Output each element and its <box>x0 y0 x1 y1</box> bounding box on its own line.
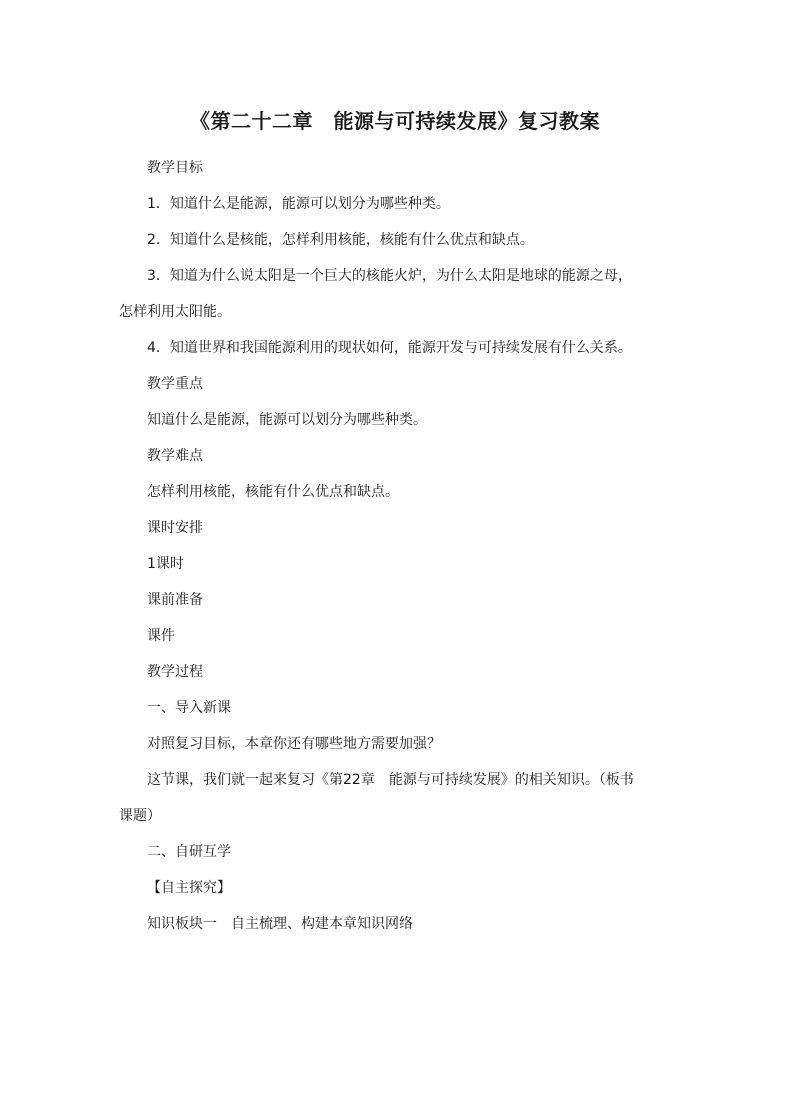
difficulties-text: 怎样利用核能，核能有什么优点和缺点。 <box>147 484 399 500</box>
document-title: 《第二十二章 能源与可持续发展》复习教案 <box>190 109 600 133</box>
document-body <box>119 150 639 942</box>
goal-item-2: 2．知道什么是核能，怎样利用核能，核能有什么优点和缺点。 <box>147 232 534 248</box>
goal-item-4: 4．知道世界和我国能源利用的现状如何，能源开发与可持续发展有什么关系。 <box>147 340 632 356</box>
preparation-text: 课件 <box>147 628 175 644</box>
section-self-study: 二、自研互学 <box>147 844 231 860</box>
intro-text-1: 对照复习目标，本章你还有哪些地方需要加强？ <box>147 736 441 752</box>
heading-process: 教学过程 <box>147 664 203 680</box>
schedule-text: 1课时 <box>147 556 184 572</box>
heading-teaching-goals: 教学目标 <box>147 160 203 176</box>
heading-difficulties: 教学难点 <box>147 448 203 464</box>
section-intro: 一、导入新课 <box>147 700 231 716</box>
heading-key-points: 教学重点 <box>147 376 203 392</box>
subheading-explore: 【自主探究】 <box>147 880 231 896</box>
goal-item-1: 1．知道什么是能源，能源可以划分为哪些种类。 <box>147 196 450 212</box>
intro-text-2: 这节课，我们就一起来复习《第22章 能源与可持续发展》的相关知识。（板书课题） <box>119 772 634 824</box>
heading-schedule: 课时安排 <box>147 520 203 536</box>
key-points-text: 知道什么是能源，能源可以划分为哪些种类。 <box>147 412 427 428</box>
knowledge-block-1: 知识板块一 自主梳理、构建本章知识网络 <box>147 916 413 932</box>
goal-item-3: 3．知道为什么说太阳是一个巨大的核能火炉，为什么太阳是地球的能源之母，怎样利用太阳能。 <box>119 268 632 320</box>
heading-preparation: 课前准备 <box>147 592 203 608</box>
